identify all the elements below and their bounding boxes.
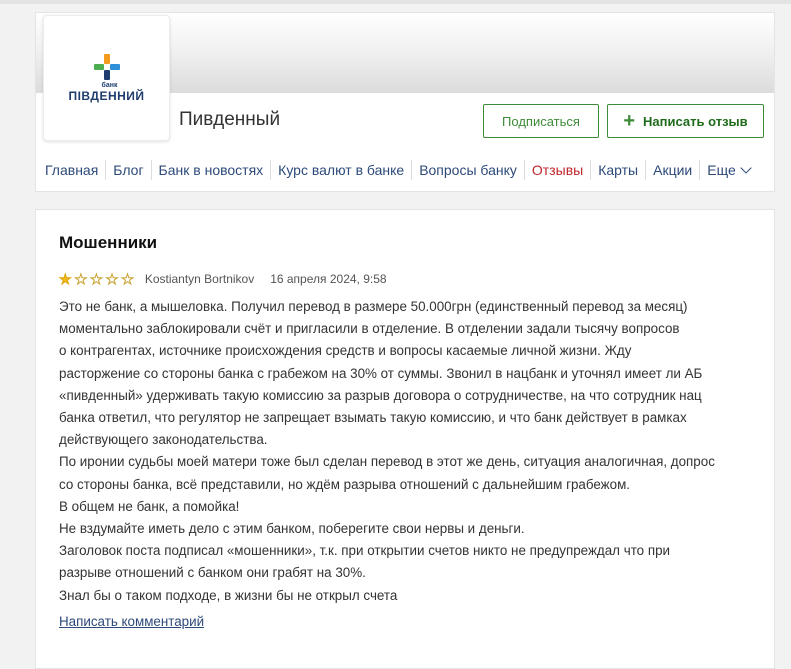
review-card <box>35 209 775 669</box>
rating-stars <box>59 272 137 286</box>
review-line: По иронии судьбы моей матери тоже был сделан перевод в этот же день, ситуация аналогичная, допрос <box>59 454 715 470</box>
review-line: разрыве отношений с банком они грабят на 30%. <box>59 565 366 581</box>
nav-item-blog[interactable]: Блог <box>106 160 151 180</box>
nav-item-cards[interactable]: Карты <box>591 160 646 180</box>
nav-item-more[interactable] <box>700 160 757 180</box>
chevron-down-icon <box>740 162 751 173</box>
bank-logo[interactable] <box>43 15 170 141</box>
review-line: о контрагентах, источнике происхождения средств и вопросы касаемые личной жизни. Жду <box>59 343 632 359</box>
subscribe-button[interactable]: Подписаться <box>483 104 599 138</box>
review-line: Это не банк, а мышеловка. Получил перевод в размере 50.000грн (единственный перевод за месяц) <box>59 299 688 314</box>
review-line: Знал бы о таком подходе, в жизни бы не открыл счета <box>59 587 398 603</box>
star-empty-icon: ★ <box>105 271 119 287</box>
review-line: Не вздумайте иметь дело с этим банком, поберегите свои нервы и деньги. <box>59 521 525 537</box>
nav-more-label: Еще <box>707 162 736 178</box>
review-date: 16 апреля 2024, 9:58 <box>270 272 387 286</box>
review-line: Заголовок поста подписал «мошенники», т.к. при открытии счетов никто не предупреждал что при <box>59 543 671 559</box>
star-empty-icon: ★ <box>90 271 103 287</box>
review-line: расторжение со стороны банка с грабежом на 30% от суммы. Звонил в нацбанк и уточнял имеет ли АБ <box>59 365 703 381</box>
review-body <box>59 296 759 607</box>
star-filled-icon: ★ <box>59 271 72 287</box>
nav-item-questions[interactable]: Вопросы банку <box>412 160 525 180</box>
review-line: В общем не банк, а помойка! <box>59 498 240 514</box>
review-meta <box>59 272 387 286</box>
bank-logo-icon <box>94 54 120 80</box>
bank-name: Пивденный <box>179 109 281 130</box>
review-line: банка ответил, что регулятор не запрещает взымать такую комиссию, и что банк действует в рамках <box>59 410 687 426</box>
nav-item-promos[interactable]: Акции <box>646 160 700 180</box>
write-comment-link[interactable]: Написать комментарий <box>59 614 205 629</box>
logo-caption-small: банк <box>101 82 118 89</box>
nav-item-news[interactable]: Банк в новостях <box>152 160 272 180</box>
review-line: действующего законодательства. <box>59 432 268 448</box>
star-empty-icon: ★ <box>121 271 134 287</box>
review-line: моментально заблокировали счёт и пригласили в отделение. В отделении задали тысячу вопросов <box>59 321 680 337</box>
review-line: со стороны банка, всё представили, но ждём разрыва отношений с дальнейшим грабежом. <box>59 476 631 492</box>
review-title: Мошенники <box>59 233 158 252</box>
bank-header-card <box>35 12 775 192</box>
review-author[interactable]: Kostiantyn Bortnikov <box>144 272 255 286</box>
plus-icon: + <box>623 110 636 132</box>
write-review-button[interactable] <box>607 104 764 138</box>
nav-item-reviews[interactable]: Отзывы <box>525 160 591 180</box>
top-divider <box>0 0 791 4</box>
nav-item-home[interactable]: Главная <box>36 160 106 180</box>
logo-caption: ПІВДЕННИЙ <box>68 89 145 103</box>
star-empty-icon: ★ <box>74 271 88 287</box>
nav-item-rates[interactable]: Курс валют в банке <box>271 160 412 180</box>
bank-nav <box>36 155 757 185</box>
write-review-label: Написать отзыв <box>643 113 748 129</box>
review-line: «пивденный» удерживать такую комиссию за разрыв договора о сотрудничестве, на что сотрудник нац <box>59 387 702 403</box>
